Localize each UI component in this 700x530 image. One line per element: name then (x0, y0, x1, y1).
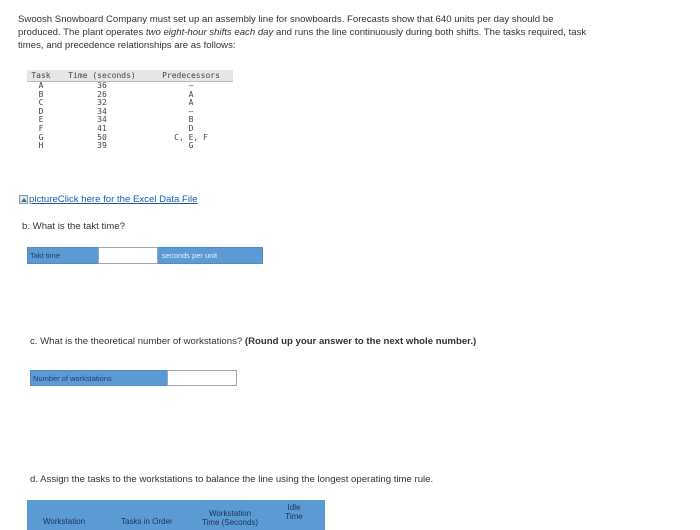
predecessor-cell: A (188, 98, 194, 108)
intro-line-3: times, and precedence relationships are as follows: (18, 40, 236, 51)
intro-line-1: Swoosh Snowboard Company must set up an assembly line for snowboards. Forecasts show that 640 units per day should be (18, 14, 554, 25)
table-row (27, 134, 233, 143)
workstation-table-header (27, 500, 325, 530)
task-cell: A (38, 81, 44, 90)
question-c-text (30, 336, 476, 347)
table-row (27, 108, 233, 117)
predecessor-cell: – (188, 106, 194, 116)
number-of-workstations-label: Number of workstations (33, 374, 112, 383)
task-cell: D (38, 106, 44, 116)
task-cell: G (38, 132, 44, 142)
task-cell: C (38, 98, 44, 108)
takt-time-input[interactable] (98, 247, 158, 264)
time-cell: 41 (97, 123, 107, 133)
intro-line-2-end: and runs the line continuously during both shifts. The tasks required, task (273, 27, 587, 38)
question-b-text: b. What is the takt time? (22, 221, 125, 232)
time-cell: 32 (97, 98, 107, 108)
task-data-table (27, 70, 233, 151)
workstation-col-header: Workstation (43, 517, 86, 526)
intro-line-2-start: produced. The plant operates (18, 27, 146, 38)
time-cell: 26 (97, 89, 107, 99)
predecessor-cell: C, E, F (174, 132, 208, 142)
time-header: Time (seconds) (55, 70, 149, 82)
problem-intro (18, 13, 678, 52)
tasks-in-order-col-header: Tasks in Order (121, 517, 173, 526)
task-header: Task (27, 70, 55, 82)
task-cell: E (38, 115, 44, 125)
time-cell: 34 (97, 106, 107, 116)
task-table-header-row (27, 70, 233, 82)
predecessor-cell: B (188, 115, 194, 125)
time-cell: 39 (97, 141, 107, 151)
idle-time-header-line2: Time (285, 512, 303, 521)
task-cell: F (38, 123, 44, 133)
table-row (27, 91, 233, 100)
workstation-time-col-header (197, 509, 263, 527)
intro-line-2 (18, 26, 678, 39)
predecessor-cell: G (188, 141, 194, 151)
time-cell: 50 (97, 132, 107, 142)
predecessor-cell: A (188, 89, 194, 99)
workstation-time-header-line1: Workstation (208, 509, 252, 518)
task-cell: B (38, 89, 44, 99)
predecessor-cell: D (188, 123, 194, 133)
question-c-rounding-note: (Round up your answer to the next whole number.) (244, 336, 477, 347)
time-cell: 36 (97, 81, 107, 90)
table-row (27, 116, 233, 125)
excel-data-file-link[interactable] (19, 194, 198, 205)
excel-link-prefix: picture (29, 194, 58, 205)
intro-line-2-emphasis: two eight-hour shifts each day (145, 27, 274, 38)
task-cell: H (38, 141, 44, 151)
excel-link-label: Click here for the Excel Data File (57, 194, 198, 205)
seconds-per-unit-label: seconds per unit (162, 251, 218, 260)
table-row (27, 142, 233, 151)
takt-time-label: Takt time (30, 251, 61, 260)
table-row (27, 82, 233, 91)
table-row (27, 99, 233, 108)
question-d-text: d. Assign the tasks to the workstations to balance the line using the longest operating time rule. (30, 474, 434, 485)
question-c-prompt: c. What is the theoretical number of workstations? (30, 336, 245, 347)
workstations-input[interactable] (167, 370, 237, 386)
workstation-time-header-line2: Time (Seconds) (201, 518, 259, 527)
predecessors-header: Predecessors (149, 70, 233, 82)
idle-time-col-header (279, 503, 309, 521)
broken-picture-icon (19, 195, 28, 204)
time-cell: 34 (97, 115, 107, 125)
idle-time-header-line1: Idle (287, 503, 301, 512)
predecessor-cell: – (188, 81, 194, 90)
